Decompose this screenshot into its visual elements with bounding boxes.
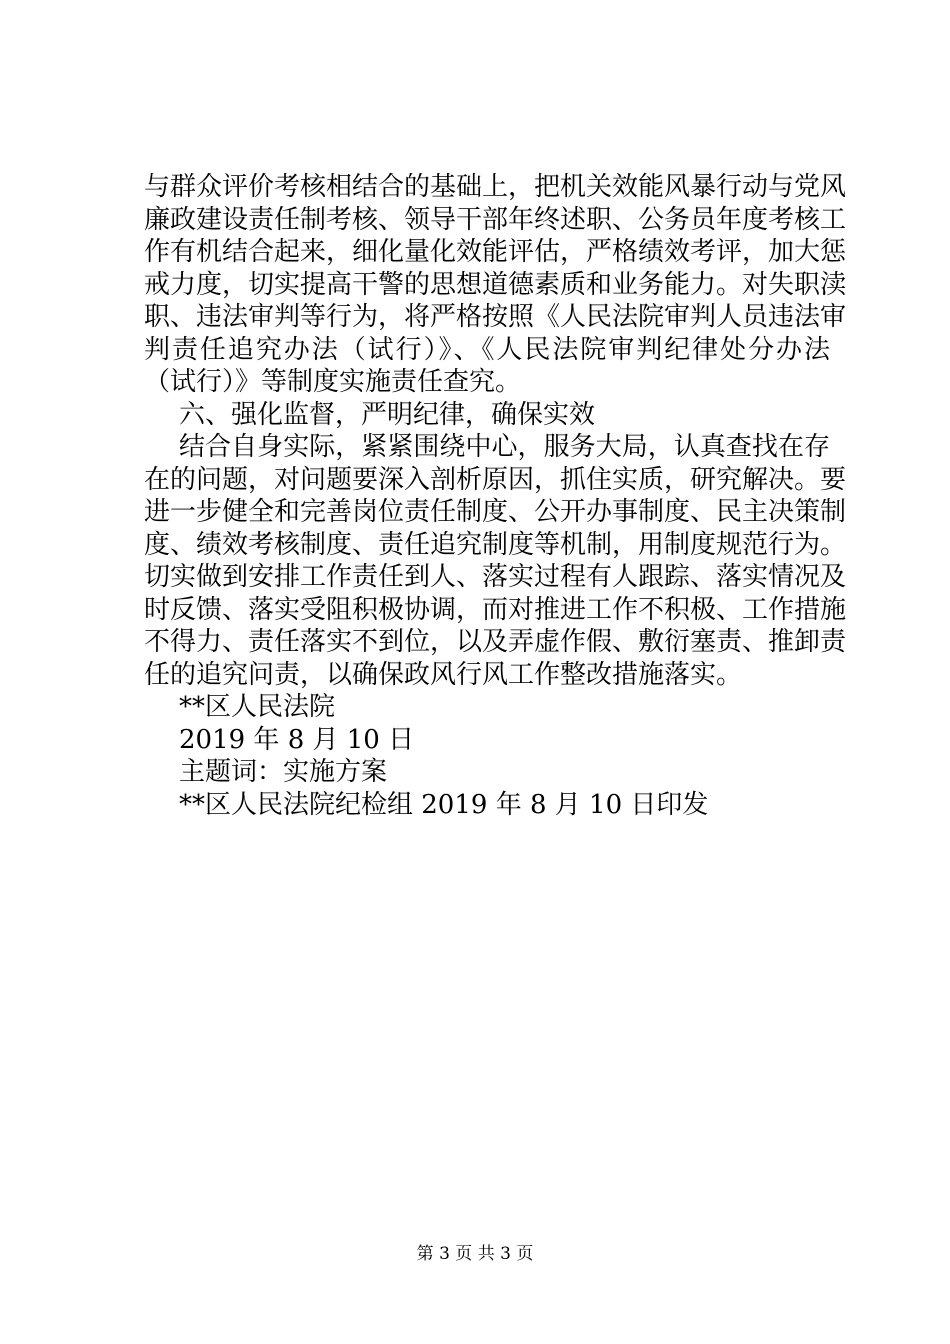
paragraph-line: 与群众评价考核相结合的基础上，把机关效能风暴行动与党风	[144, 172, 847, 202]
paragraph-line: 在的问题，对问题要深入剖析原因，抓住实质，研究解决。要	[144, 464, 847, 495]
subject-line: 主题词：实施方案	[179, 757, 388, 787]
paragraph-line: 职、违法审判等行为，将严格按照《人民法院审判人员违法审	[144, 302, 847, 332]
paragraph-line: 判责任追究办法（试行）》、《人民法院审判纪律处分办法	[144, 334, 830, 365]
paragraph-line: 时反馈、落实受阻积极协调，而对推进工作不积极、工作措施	[144, 594, 847, 625]
paragraph-line: 不得力、责任落实不到位，以及弄虚作假、敷衍塞责、推卸责	[144, 627, 847, 657]
page-number-label: 第 3 页 共 3 页	[416, 1244, 534, 1264]
paragraph-line: （试行）》等制度实施责任查究。	[144, 367, 522, 397]
paragraph-line: 戒力度，切实提高干警的思想道德素质和业务能力。对失职渎	[144, 269, 847, 300]
paragraph-line: 结合自身实际，紧紧围绕中心，服务大局，认真查找在存	[179, 432, 830, 462]
paragraph-line: 度、绩效考核制度、责任追究制度等机制，用制度规范行为。	[144, 529, 847, 560]
paragraph-line: 作有机结合起来，细化量化效能评估，严格绩效考评，加大惩	[144, 237, 847, 267]
paragraph-line: 任的追究问责，以确保政风行风工作整改措施落实。	[144, 659, 743, 690]
section-heading: 六、强化监督，严明纪律，确保实效	[179, 399, 596, 430]
signature-date: 2019 年 8 月 10 日	[179, 724, 415, 755]
issued-line: **区人民法院纪检组 2019 年 8 月 10 日印发	[179, 789, 709, 820]
paragraph-line: 廉政建设责任制考核、领导干部年终述职、公务员年度考核工	[144, 204, 847, 235]
page-footer	[0, 1243, 950, 1265]
signature-org: **区人民法院	[179, 692, 336, 722]
paragraph-line: 切实做到安排工作责任到人、落实过程有人跟踪、落实情况及	[144, 562, 847, 592]
paragraph-line: 进一步健全和完善岗位责任制度、公开办事制度、民主决策制	[144, 497, 847, 527]
document-body	[144, 171, 847, 821]
